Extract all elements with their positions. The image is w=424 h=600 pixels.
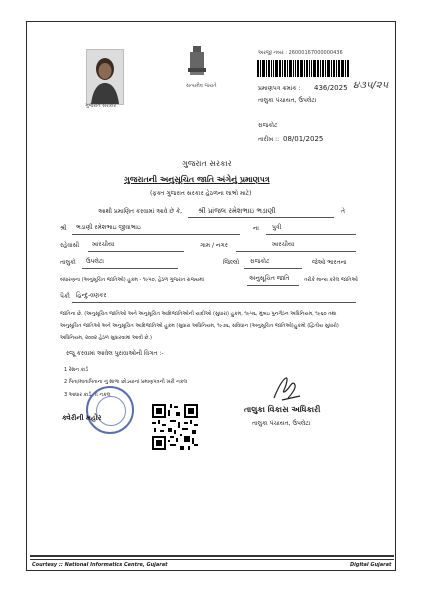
- applicant-photo: [86, 49, 124, 105]
- footer-courtesy: Courtesy :: National Informatics Centre, Gujarat: [32, 562, 168, 568]
- government-title: ગુજરાત સરકાર: [182, 159, 232, 168]
- caste-prefix: પૈકી: [60, 293, 70, 300]
- legal-paragraph-line-1: જાતિના છે. (અનુસૂચિત જાતિઓ અને અનુસૂચિત આદિજાતિઓની યાદીઓ (સુધારા) હુકમ, ૧૯૫૬, મુંબઇ પુનર્ગઠન અધિનિયમ, ૧૯૬૦ તથા: [60, 311, 337, 317]
- certificate-number-label: પ્રમાણપત્ર ક્રમાંક :: [258, 85, 301, 92]
- taluka-label: તાલુકો: [60, 259, 76, 266]
- proof-item: 3 આધાર કાર્ડ ની નકલ: [64, 392, 111, 398]
- relation: પુત્રી: [272, 224, 282, 231]
- proofs-heading: રજૂ કરવામાં આવેલ પુરાવાઓની વિગત :-: [66, 350, 164, 357]
- line1-suffix: તે: [341, 208, 345, 215]
- district-value: રાજકોટ: [250, 258, 270, 265]
- certificate-number: 436/2025: [314, 84, 348, 92]
- line2-mid: ના: [253, 225, 259, 232]
- photo-caption: ગુજરાત સરકાર: [85, 103, 117, 109]
- date-label: તારીખ ::: [258, 136, 280, 143]
- officer-signature-icon: [270, 374, 304, 404]
- application-number: અરજી નંબર : 26000167000000436: [258, 50, 343, 56]
- legal-paragraph-line-2: અનુસૂચિત જાતિઓ અને અનુસૂચિત આદિજાતિઓ હુકમ (સુધારા અધિનિયમ, ૧૯૭૬, સંવિધાન (અનુસૂચિત જાતિઓ)હુકમો (દ્વિતીય સુધારો): [60, 323, 339, 329]
- certificate-subtitle: (ફક્ત ગુજરાત સરકાર હેઠળના લાભો માટે): [150, 190, 252, 197]
- taluka-value: ઉપલેટા: [86, 258, 104, 265]
- legal-paragraph-line-3: અધિનિયમ, ૨૦૦૨ હેઠળ સુધારવામાં આવી છે.): [60, 335, 152, 341]
- certify-text: આથી પ્રમાણિત કરવામાં આવે છે કે,: [98, 208, 183, 215]
- person-name: શ્રી પ્રાંજલ રમેશભાઇ ભડાણી: [198, 207, 276, 215]
- handwritten-register-number: ૪૩૫/૨૫: [353, 80, 389, 91]
- caste-type: અનુસૂચિત જાતિ: [249, 275, 290, 282]
- line2-prefix: શ્રી: [60, 225, 67, 232]
- caste-name: હિન્દુ-વણકર: [76, 292, 107, 299]
- footer-divider: [30, 555, 394, 561]
- seal-label: ક્વેરીની મહોર: [62, 414, 102, 422]
- office-stamp: [86, 386, 134, 434]
- barcode: [257, 60, 353, 77]
- residence-label: રહેવાસી: [60, 242, 80, 249]
- proof-item: 2 પિતા/માતાપિતાના નું શાળા છોડયાનાં પ્રમાણપત્રની ખરી નકલ: [64, 379, 188, 385]
- certificate-title: ગુજરાતની અનુસૂચિત જાતિ અંગેનું પ્રમાણપત્ર: [124, 175, 270, 184]
- father-name: ભડાણી રમેશભાઇ જીવાભાઇ: [76, 224, 141, 231]
- village-value: ખારચીયા: [272, 241, 295, 248]
- officer-office: તાલુકા પંચાયત, ઉપલેટા: [252, 420, 311, 427]
- place-label: રાજકોટ: [258, 122, 278, 129]
- residence-value: ખારચીયા: [92, 241, 115, 248]
- emblem-caption: સત્યમેવ જયતે: [186, 83, 217, 89]
- officer-title: તાલુકા વિકાસ અધિકારી: [244, 405, 321, 414]
- issuer-office: તાલુકા પંચાયત, ઉપલેટા: [258, 97, 317, 104]
- caste-suffix: તરીકે માન્ય કરેલ જાતિઓ: [304, 277, 358, 283]
- district-label: જિલ્લો: [223, 259, 240, 266]
- state-emblem-icon: [184, 44, 210, 88]
- qr-code: [150, 402, 200, 452]
- footer-brand: Digital Gujarat: [350, 562, 392, 568]
- issue-date: 08/01/2025: [283, 135, 324, 143]
- nationality-text: જેઓ ભારતના: [312, 259, 347, 266]
- village-label: ગામ / નગર: [200, 242, 228, 249]
- proof-item: 1 રેશન કાર્ડ: [64, 367, 89, 373]
- order-text: બંધારણના (અનુસૂચિત જાતિઓ) હુકમ - ૧૯૫૦, હેઠળ ગુજરાત રાજ્યમાં: [60, 277, 204, 283]
